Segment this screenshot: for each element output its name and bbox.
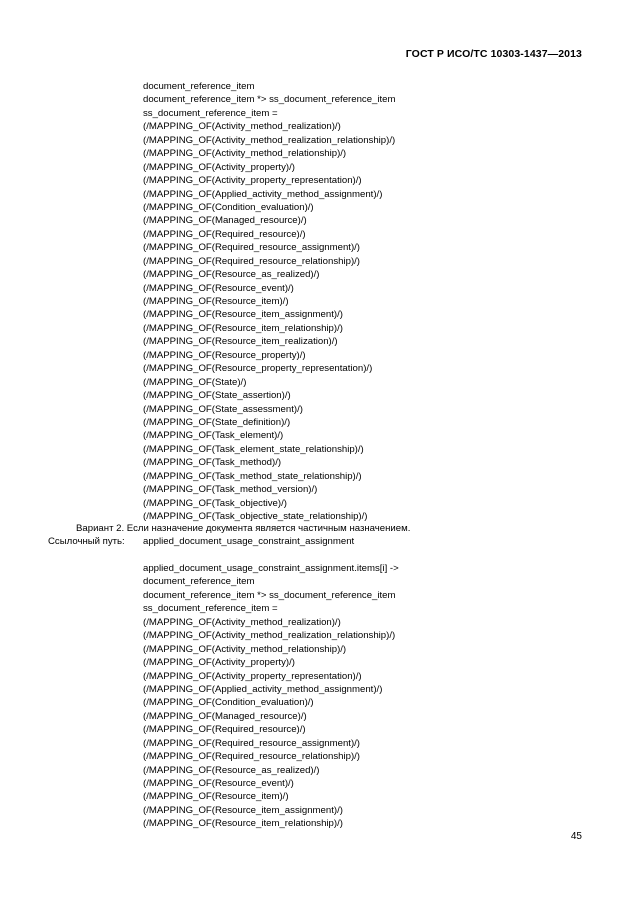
mapping-line: (/MAPPING_OF(Resource_item)/)	[143, 296, 289, 307]
reference-path-label: Ссылочный путь:	[48, 536, 125, 547]
mapping-line: (/MAPPING_OF(Activity_property_representation)/)	[143, 670, 362, 682]
mapping-block-2	[143, 562, 399, 831]
mapping-line: document_reference_item	[143, 576, 255, 588]
mapping-line: document_reference_item	[143, 81, 255, 92]
mapping-line: (/MAPPING_OF(State_assessment)/)	[143, 403, 303, 415]
mapping-line: (/MAPPING_OF(Resource_property_representation)/)	[143, 363, 373, 375]
mapping-line: (/MAPPING_OF(Task_element)/)	[143, 430, 284, 442]
mapping-line: applied_document_usage_constraint_assignment.items[i] ->	[143, 563, 399, 574]
mapping-line: (/MAPPING_OF(State_assertion)/)	[143, 390, 291, 402]
mapping-line: (/MAPPING_OF(Applied_activity_method_assignment)/)	[143, 188, 383, 200]
mapping-line: (/MAPPING_OF(Task_method)/)	[143, 457, 282, 469]
mapping-line: (/MAPPING_OF(Required_resource_relationship)/)	[143, 751, 361, 763]
mapping-line: (/MAPPING_OF(Activity_method_relationship)/)	[143, 148, 347, 160]
mapping-line: document_reference_item *> ss_document_reference_item	[143, 94, 396, 106]
mapping-line: (/MAPPING_OF(Required_resource_relationship)/)	[143, 255, 361, 267]
mapping-line: (/MAPPING_OF(State)/)	[143, 376, 247, 388]
mapping-block-1	[143, 80, 396, 523]
mapping-line: (/MAPPING_OF(Resource_as_realized)/)	[143, 269, 320, 281]
mapping-line: (/MAPPING_OF(Task_element_state_relationship)/)	[143, 443, 364, 455]
mapping-line: (/MAPPING_OF(Activity_method_realization)/)	[143, 616, 341, 628]
mapping-line: (/MAPPING_OF(Resource_property)/)	[143, 349, 306, 361]
mapping-line: (/MAPPING_OF(Required_resource)/)	[143, 228, 306, 240]
mapping-line: (/MAPPING_OF(Resource_item_assignment)/)	[143, 804, 343, 816]
mapping-line: (/MAPPING_OF(Required_resource_assignment)/)	[143, 242, 361, 254]
variant-heading: Вариант 2. Если назначение документа является частичным назначением.	[76, 523, 411, 534]
mapping-line: (/MAPPING_OF(Activity_method_realization_relationship)/)	[143, 134, 396, 146]
mapping-line: (/MAPPING_OF(Resource_item_assignment)/)	[143, 309, 343, 321]
mapping-line: (/MAPPING_OF(Resource_item_relationship)/)	[143, 322, 343, 334]
mapping-line: (/MAPPING_OF(Applied_activity_method_assignment)/)	[143, 683, 383, 695]
mapping-line: (/MAPPING_OF(Activity_method_realization_relationship)/)	[143, 630, 396, 642]
mapping-line: (/MAPPING_OF(Task_objective)/)	[143, 497, 287, 509]
mapping-line: ss_document_reference_item =	[143, 603, 278, 615]
mapping-line: (/MAPPING_OF(Activity_property)/)	[143, 161, 295, 173]
mapping-line: (/MAPPING_OF(Managed_resource)/)	[143, 215, 307, 227]
mapping-line: ss_document_reference_item =	[143, 107, 278, 119]
mapping-line: (/MAPPING_OF(Activity_method_relationship)/)	[143, 643, 347, 655]
standard-header: ГОСТ Р ИСО/ТС 10303-1437—2013	[405, 48, 582, 60]
mapping-line: (/MAPPING_OF(Resource_item)/)	[143, 791, 289, 803]
mapping-line: (/MAPPING_OF(Activity_method_realization)/)	[143, 121, 341, 133]
mapping-line: (/MAPPING_OF(State_definition)/)	[143, 416, 291, 428]
mapping-line: (/MAPPING_OF(Condition_evaluation)/)	[143, 697, 314, 709]
mapping-line: (/MAPPING_OF(Resource_as_realized)/)	[143, 764, 320, 776]
mapping-line: (/MAPPING_OF(Resource_item_realization)/)	[143, 336, 338, 348]
mapping-line: (/MAPPING_OF(Activity_property_representation)/)	[143, 175, 362, 187]
page-number: 45	[570, 831, 582, 842]
mapping-line: (/MAPPING_OF(Activity_property)/)	[143, 657, 295, 669]
mapping-line: (/MAPPING_OF(Required_resource_assignment)/)	[143, 737, 361, 749]
mapping-line: (/MAPPING_OF(Resource_event)/)	[143, 282, 294, 294]
reference-path-value: applied_document_usage_constraint_assignment	[143, 536, 355, 547]
mapping-line: (/MAPPING_OF(Required_resource)/)	[143, 724, 306, 736]
mapping-line: (/MAPPING_OF(Resource_event)/)	[143, 778, 294, 789]
mapping-line: (/MAPPING_OF(Task_method_version)/)	[143, 484, 318, 496]
mapping-line: document_reference_item *> ss_document_reference_item	[143, 589, 396, 601]
mapping-line: (/MAPPING_OF(Task_method_state_relationship)/)	[143, 470, 362, 482]
mapping-line: (/MAPPING_OF(Managed_resource)/)	[143, 710, 307, 722]
mapping-line: (/MAPPING_OF(Resource_item_relationship)/)	[143, 818, 343, 830]
mapping-line: (/MAPPING_OF(Task_objective_state_relationship)/)	[143, 511, 368, 522]
mapping-line: (/MAPPING_OF(Condition_evaluation)/)	[143, 201, 314, 213]
